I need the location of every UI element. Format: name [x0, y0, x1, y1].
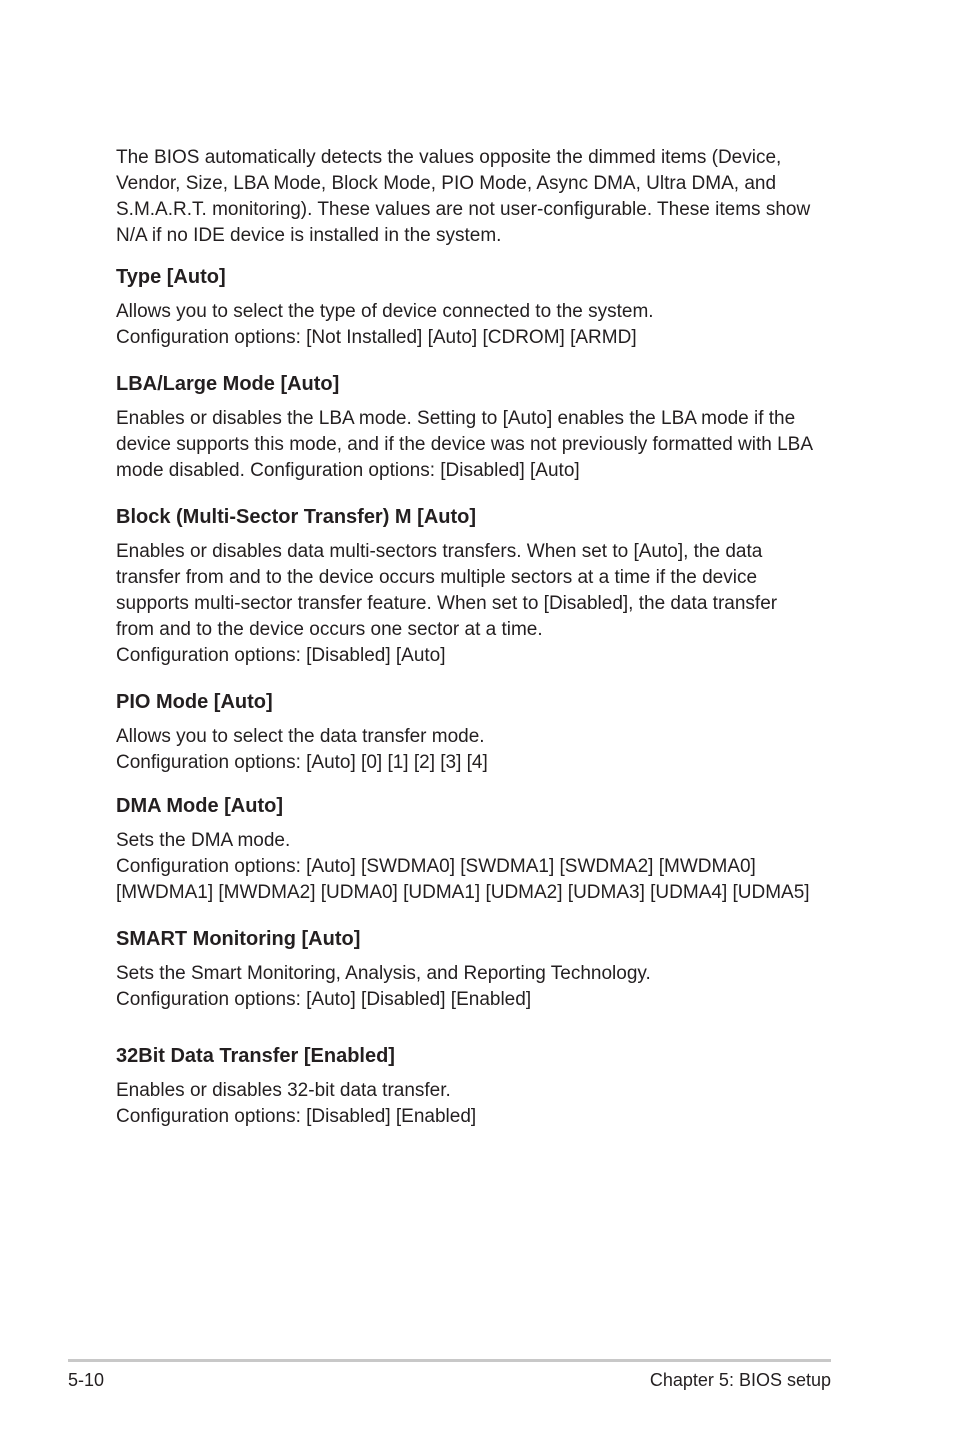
- section-heading: LBA/Large Mode [Auto]: [116, 373, 340, 395]
- section-text-line: Enables or disables 32-bit data transfer.: [116, 1080, 451, 1101]
- section-text-line: Sets the Smart Monitoring, Analysis, and Reporting Technology.: [116, 963, 651, 984]
- intro-line: S.M.A.R.T. monitoring). These values are not user-configurable. These items show: [116, 199, 811, 220]
- section-text-line: supports multi-sector transfer feature. When set to [Disabled], the data transfer: [116, 593, 778, 614]
- intro-line: Vendor, Size, LBA Mode, Block Mode, PIO Mode, Async DMA, Ultra DMA, and: [116, 173, 777, 194]
- section-heading: Block (Multi-Sector Transfer) M [Auto]: [116, 506, 477, 528]
- section-text-line: Allows you to select the type of device connected to the system.: [116, 301, 654, 322]
- section-text-line: Configuration options: [Auto] [Disabled] [Enabled]: [116, 989, 532, 1010]
- section-heading: 32Bit Data Transfer [Enabled]: [116, 1045, 395, 1067]
- section-text-line: Configuration options: [Disabled] [Auto]: [116, 645, 446, 666]
- chapter-title: Chapter 5: BIOS setup: [649, 1370, 831, 1390]
- footer-divider: [68, 1359, 831, 1362]
- section-block-mode: [116, 504, 836, 669]
- section-text-line: Configuration options: [Disabled] [Enabled]: [116, 1106, 477, 1127]
- section-text-line: Configuration options: [Not Installed] [Auto] [CDROM] [ARMD]: [116, 327, 637, 348]
- document-body: [116, 145, 836, 1130]
- section-text-line: Enables or disables data multi-sectors transfers. When set to [Auto], the data: [116, 541, 763, 562]
- section-text-line: Configuration options: [Auto] [0] [1] [2] [3] [4]: [116, 752, 488, 773]
- section-lba-large-mode: [116, 371, 836, 484]
- section-type: [116, 264, 836, 351]
- section-pio-mode: [116, 689, 836, 776]
- section-heading: PIO Mode [Auto]: [116, 691, 273, 713]
- section-text-line: mode disabled. Configuration options: [Disabled] [Auto]: [116, 460, 580, 481]
- section-heading: SMART Monitoring [Auto]: [116, 928, 361, 950]
- section-text-line: Sets the DMA mode.: [116, 830, 291, 851]
- section-text-line: transfer from and to the device occurs multiple sectors at a time if the device: [116, 567, 758, 588]
- section-dma-mode: [116, 793, 836, 906]
- intro-paragraph: [116, 145, 836, 249]
- section-text-line: Allows you to select the data transfer mode.: [116, 726, 485, 747]
- section-text-line: [MWDMA1] [MWDMA2] [UDMA0] [UDMA1] [UDMA2] [UDMA3] [UDMA4] [UDMA5]: [116, 882, 810, 903]
- intro-line: N/A if no IDE device is installed in the system.: [116, 225, 502, 246]
- section-32bit-data-transfer: [116, 1043, 836, 1130]
- section-text-line: device supports this mode, and if the device was not previously formatted with LBA: [116, 434, 814, 455]
- section-heading: DMA Mode [Auto]: [116, 795, 283, 817]
- intro-line: The BIOS automatically detects the values opposite the dimmed items (Device,: [116, 147, 782, 168]
- section-heading: Type [Auto]: [116, 266, 226, 288]
- section-text-line: Configuration options: [Auto] [SWDMA0] [SWDMA1] [SWDMA2] [MWDMA0]: [116, 856, 756, 877]
- page-number: 5-10: [68, 1370, 105, 1390]
- section-text-line: from and to the device occurs one sector at a time.: [116, 619, 543, 640]
- section-smart-monitoring: [116, 926, 836, 1013]
- section-text-line: Enables or disables the LBA mode. Setting to [Auto] enables the LBA mode if the: [116, 408, 796, 429]
